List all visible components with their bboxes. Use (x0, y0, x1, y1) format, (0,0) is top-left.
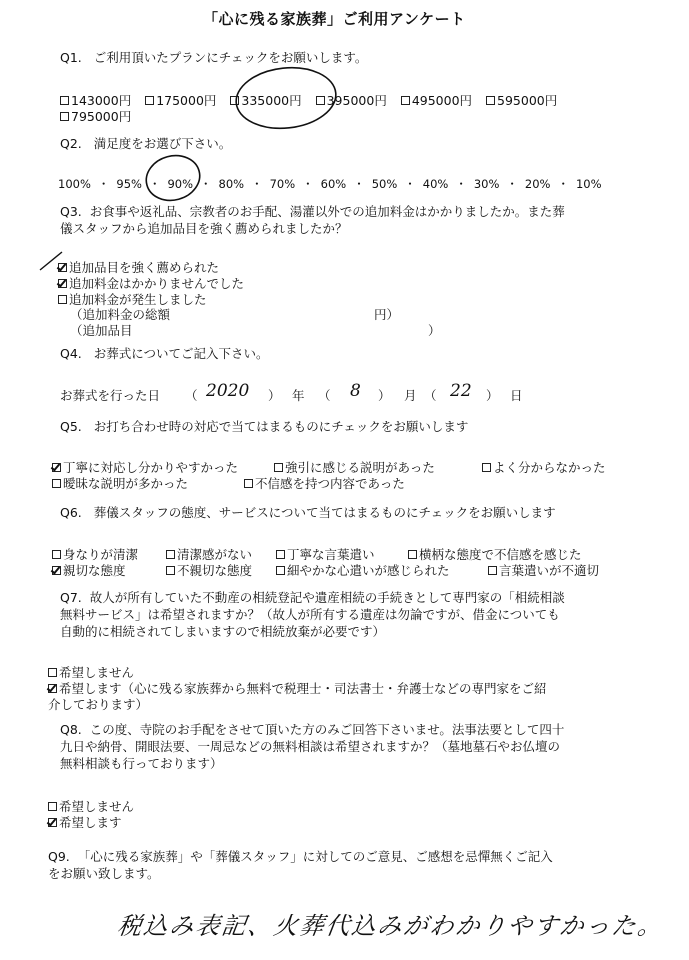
q3-text-line1: お食事や返礼品、宗教者のお手配、湯灌以外での追加料金はかかりましたか。また葬 (89, 204, 565, 219)
q3-items-label: （追加品目 (70, 323, 133, 338)
satisfaction-option[interactable]: 30% (473, 177, 500, 191)
q2-label: Q2. (60, 136, 82, 151)
q6-option-1[interactable]: 身なりが清潔 (52, 546, 138, 563)
checkbox[interactable] (58, 295, 67, 304)
q4-day-value[interactable]: 22 (450, 381, 472, 401)
scale-separator: ・ (200, 177, 212, 191)
satisfaction-option[interactable]: 70% (269, 177, 296, 191)
checkbox[interactable] (52, 550, 61, 559)
checkbox[interactable] (60, 112, 69, 121)
q7-option-1[interactable]: 希望しません (48, 664, 134, 681)
scale-separator: ・ (506, 177, 518, 191)
satisfaction-option[interactable]: 50% (371, 177, 398, 191)
q7-label: Q7. (60, 590, 82, 605)
scale-separator: ・ (148, 177, 161, 191)
q4-year-unit: 年 (292, 388, 305, 403)
scale-separator: ・ (97, 177, 110, 191)
q7-text-line3: 自動的に相続されてしまいますので相続放棄が必要です） (60, 624, 386, 639)
q7-question (60, 589, 565, 640)
q4-month-unit: 月 (404, 388, 417, 403)
q3-label: Q3. (60, 204, 82, 219)
scale-separator: ・ (251, 177, 263, 191)
checkbox[interactable] (60, 96, 69, 105)
q7-option-2-cont: 介しております） (48, 697, 149, 712)
checkbox[interactable] (166, 566, 175, 575)
q3-items-close: ） (428, 323, 441, 338)
plan-option-175000[interactable]: 175000円 (145, 92, 216, 109)
q9-text-line1: 「心に残る家族葬」や「葬儀スタッフ」に対してのご意見、ご感想を忌憚無くご記入 (77, 849, 553, 864)
plan-option-595000[interactable]: 595000円 (486, 92, 557, 109)
satisfaction-option[interactable]: 100% (58, 177, 91, 191)
q5-option-4[interactable]: 曖昧な説明が多かった (52, 475, 188, 492)
q5-text: お打ち合わせ時の対応で当てはまるものにチェックをお願いします (93, 419, 469, 434)
q4-day-unit: 日 (510, 388, 523, 403)
q3-option-1[interactable]: 追加品目を強く薦められた (58, 259, 219, 276)
q9-question (48, 848, 553, 882)
q6-option-5[interactable]: 親切な態度 (52, 562, 126, 579)
scale-separator: ・ (404, 177, 416, 191)
checkbox[interactable] (48, 802, 57, 811)
checkbox[interactable] (316, 96, 325, 105)
checkbox-checked[interactable] (52, 566, 61, 575)
q1-label: Q1. (60, 50, 82, 65)
checkbox[interactable] (145, 96, 154, 105)
q6-text: 葬儀スタッフの態度、サービスについて当てはまるものにチェックをお願いします (93, 505, 556, 520)
scale-separator: ・ (455, 177, 467, 191)
q6-option-2[interactable]: 清潔感がない (166, 546, 252, 563)
checkbox-checked[interactable] (48, 684, 57, 693)
q6-option-6[interactable]: 不親切な態度 (166, 562, 252, 579)
q4-month-open: （ (318, 388, 331, 403)
checkbox[interactable] (274, 463, 283, 472)
page-title: 「心に残る家族葬」ご利用アンケート (203, 10, 466, 28)
satisfaction-option[interactable]: 80% (218, 177, 245, 191)
q8-label: Q8. (60, 722, 82, 737)
checkbox[interactable] (401, 96, 410, 105)
q4-text: お葬式についてご記入下さい。 (93, 346, 269, 361)
checkbox[interactable] (166, 550, 175, 559)
q6-option-8[interactable]: 言葉遣いが不適切 (488, 562, 599, 579)
satisfaction-scale (58, 176, 602, 192)
checkbox-checked[interactable] (58, 279, 67, 288)
plan-option-395000[interactable]: 395000円 (316, 92, 387, 109)
checkbox[interactable] (488, 566, 497, 575)
q4-year-close: ） (268, 388, 281, 403)
checkbox[interactable] (408, 550, 417, 559)
q4-year-value[interactable]: 2020 (206, 381, 250, 401)
plan-option-495000[interactable]: 495000円 (401, 92, 472, 109)
q2-question (60, 135, 231, 152)
q6-option-4[interactable]: 横柄な態度で不信感を感じた (408, 546, 582, 563)
satisfaction-option[interactable]: 40% (422, 177, 449, 191)
q6-option-3[interactable]: 丁寧な言葉遣い (276, 546, 375, 563)
checkbox-checked[interactable] (52, 463, 61, 472)
q9-label: Q9. (48, 849, 70, 864)
q4-label: Q4. (60, 346, 82, 361)
satisfaction-option[interactable]: 95% (116, 177, 142, 191)
q1-plan-row1 (60, 92, 620, 109)
q8-text-line1: この度、寺院のお手配をさせて頂いた方のみご回答下さいませ。法事法要として四十 (89, 722, 565, 737)
q7-text-line2: 無料サービス」は希望されますか？（故人が所有する遺産は勿論ですが、借金についても (60, 607, 560, 622)
checkbox-checked[interactable] (48, 818, 57, 827)
q3-question (60, 203, 640, 237)
q4-question (60, 345, 269, 362)
checkbox[interactable] (52, 479, 61, 488)
q7-option-2[interactable]: 希望します（心に残る家族葬から無料で税理士・司法書士・弁護士などの専門家をご紹 (48, 680, 547, 697)
q5-option-3[interactable]: よく分からなかった (482, 459, 606, 476)
checkbox-checked[interactable] (58, 263, 67, 272)
satisfaction-option[interactable]: 60% (320, 177, 347, 191)
plan-option-795000[interactable]: 795000円 (60, 108, 131, 125)
q8-text-line2: 九日や納骨、開眼法要、一周忌などの無料相談は希望されますか？（墓地墓石やお仏壇の (60, 739, 561, 754)
q8-option-1[interactable]: 希望しません (48, 798, 134, 815)
satisfaction-option[interactable]: 20% (524, 177, 551, 191)
satisfaction-option[interactable]: 10% (575, 177, 602, 191)
q4-date-label: お葬式を行った日 (60, 388, 161, 403)
q6-option-7[interactable]: 細やかな心遣いが感じられた (276, 562, 450, 579)
q5-question (60, 418, 468, 435)
plan-option-335000[interactable]: 335000円 (230, 92, 301, 109)
q4-month-value[interactable]: 8 (350, 381, 361, 401)
q2-text: 満足度をお選び下さい。 (93, 136, 232, 151)
plan-option-143000[interactable]: 143000円 (60, 92, 131, 109)
q6-question (60, 504, 556, 521)
checkbox[interactable] (230, 96, 239, 105)
q4-day-close: ） (486, 388, 499, 403)
q5-option-5[interactable]: 不信感を持つ内容であった (244, 475, 405, 492)
q3-option-2[interactable]: 追加料金はかかりませんでした (58, 275, 244, 292)
q4-day-open: （ (424, 388, 437, 403)
scale-separator: ・ (557, 177, 569, 191)
q7-text-line1: 故人が所有していた不動産の相続登記や遺産相続の手続きとして専門家の「相続相談 (89, 590, 565, 605)
q9-text-line2: をお願い致します。 (48, 866, 160, 881)
scale-separator: ・ (353, 177, 365, 191)
checkbox[interactable] (48, 668, 57, 677)
q3-total-label: （追加料金の総額 (70, 307, 171, 322)
checkbox[interactable] (486, 96, 495, 105)
q8-option-2[interactable]: 希望します (48, 814, 122, 831)
q6-label: Q6. (60, 505, 82, 520)
q5-option-1[interactable]: 丁寧に対応し分かりやすかった (52, 459, 238, 476)
q3-option-3[interactable]: 追加料金が発生しました (58, 291, 207, 308)
q9-handwritten-answer[interactable]: 税込み表記、火葬代込みがわかりやすかった。 (115, 912, 666, 940)
q5-label: Q5. (60, 419, 82, 434)
q1-text: ご利用頂いたプランにチェックをお願いします。 (93, 50, 368, 65)
scale-separator: ・ (302, 177, 314, 191)
q3-text-line2: 儀スタッフから追加品目を強く薦められましたか？ (60, 221, 348, 236)
q1-question (60, 49, 367, 66)
q8-question (60, 721, 564, 772)
satisfaction-option[interactable]: 90% (167, 177, 194, 191)
q8-text-line3: 無料相談も行っております） (60, 756, 223, 771)
checkbox[interactable] (276, 550, 285, 559)
checkbox[interactable] (244, 479, 253, 488)
q4-month-close: ） (378, 388, 391, 403)
checkbox[interactable] (276, 566, 285, 575)
q3-yen: 円） (374, 307, 400, 322)
q5-option-2[interactable]: 強引に感じる説明があった (274, 459, 435, 476)
q4-year-open: （ (185, 388, 198, 403)
checkbox[interactable] (482, 463, 491, 472)
